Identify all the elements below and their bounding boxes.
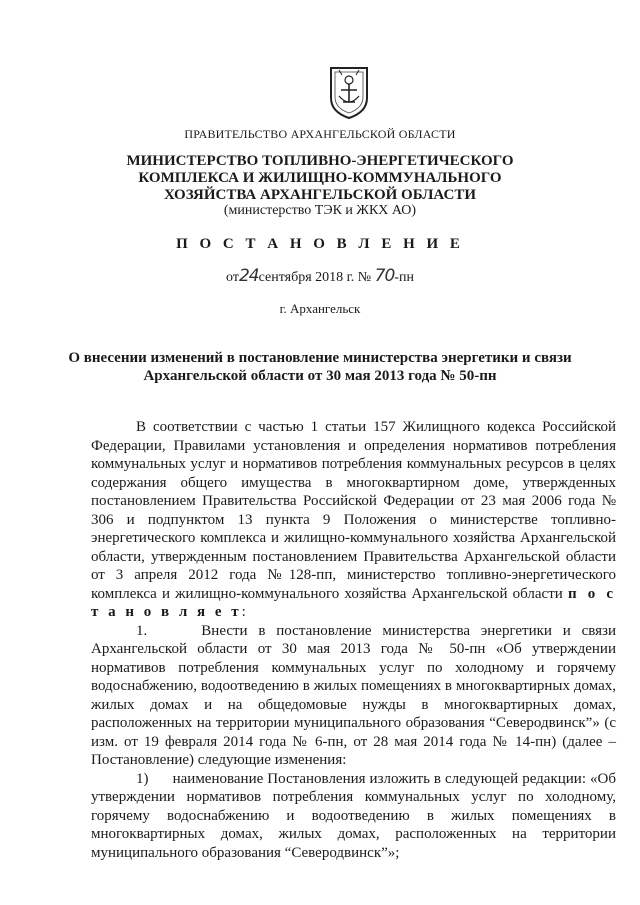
ministry-abbreviation: (министерство ТЭК и ЖКХ АО)	[223, 203, 417, 218]
coat-of-arms-emblem	[327, 64, 371, 120]
handwritten-number: 70	[374, 266, 395, 286]
decree-title: П О С Т А Н О В Л Е Н И Е	[176, 236, 464, 252]
city: г. Архангельск	[279, 301, 361, 316]
handwritten-day: 24	[238, 266, 259, 286]
resolves-colon: :	[241, 604, 246, 620]
ministry-name-line-2: КОМПЛЕКСА И ЖИЛИЩНО-КОММУНАЛЬНОГО	[138, 170, 502, 186]
decree-date-line	[0, 266, 640, 286]
ministry-name-line-1: МИНИСТЕРСТВО ТОПЛИВНО-ЭНЕРГЕТИЧЕСКОГО	[126, 153, 514, 169]
preamble-paragraph	[91, 418, 616, 622]
date-prefix: от	[226, 270, 239, 285]
item-1-paragraph: 1. Внести в постановление министерства энергетики и связи Архангельской области от 30 мая 2013 года № 50-пн «Об утверждении нормативов потребления коммунальных услуг по холодному и горячему водоснабжению, водоотведению в жилых помещениях в многоквартирных домах, жилых домах и на общедомовые нужды в многоквартирных домах, расположенных на территории муниципального образования “Северодвинск”» (с изм. от 19 февраля 2014 года № 6-пн, от 28 мая 2014 года № 14-пн) (далее – Постановление) следующие изменения:	[91, 622, 616, 768]
preamble-text: В соответствии с частью 1 статьи 157 Жилищного кодекса Российской Федерации, Правилами установления и определения нормативов потребления коммунальных услуг и нормативов потребления коммунальных ресурсов в целях содержания общего имущества в многоквартирном доме, утвержденных постановлением Правительства Российской Федерации от 23 мая 2006 года № 306 и подпунктом 13 пункта 9 Положения о министерстве топливно-энергетического комплекса и жилищно-коммунального хозяйства Архангельской области, утвержденным постановлением Правительства Архангельской области от 3 апреля 2012 года №128-пп, министерство топливно-энергетического комплекса и жилищно-коммунального хозяйства Архангельской области	[91, 419, 616, 602]
date-month-year: сентября 2018 г. №	[258, 270, 372, 285]
ministry-name-line-3: ХОЗЯЙСТВА АРХАНГЕЛЬСКОЙ ОБЛАСТИ	[163, 187, 477, 203]
subject-line-2: Архангельской области от 30 мая 2013 года № 50-пн	[143, 368, 497, 384]
item-1-1-paragraph: 1) наименование Постановления изложить в следующей редакции: «Об утверждении нормативов потребления коммунальных услуг по холодному, горячему водоснабжению и водоотведению в жилых помещениях в многоквартирных домах, жилых домах, расположенных на территории муниципального образования “Северодвинск”»;	[91, 770, 616, 861]
ministry-name	[0, 153, 640, 204]
resolves-word: п о с т а н о в л я е т	[91, 585, 616, 620]
decree-body	[91, 418, 616, 862]
decree-subject	[0, 349, 640, 385]
number-suffix: -пн	[394, 270, 414, 285]
government-name: ПРАВИТЕЛЬСТВО АРХАНГЕЛЬСКОЙ ОБЛАСТИ	[184, 127, 456, 141]
subject-line-1: О внесении изменений в постановление министерства энергетики и связи	[68, 350, 572, 366]
